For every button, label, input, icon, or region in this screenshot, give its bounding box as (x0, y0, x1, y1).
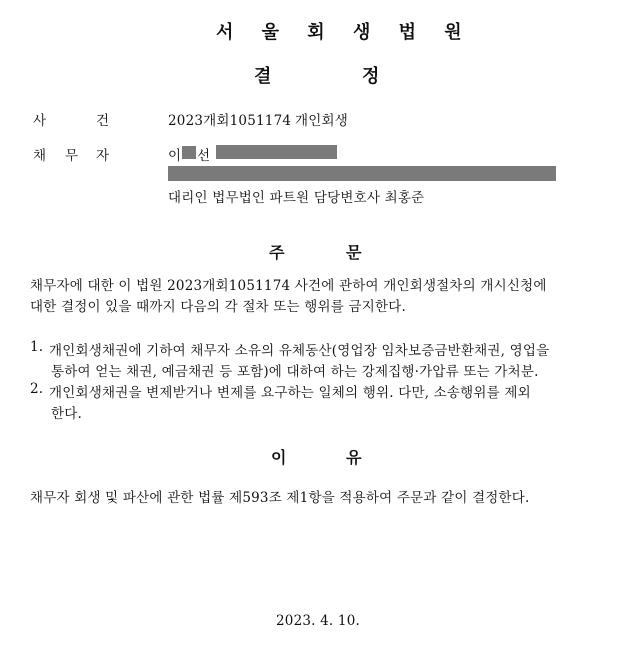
order-item-line: 개인회생채권에 기하여 채무자 소유의 유체동산(영업장 임차보증금반환채권, 영업을 (49, 343, 550, 359)
case-label-right: 건 (96, 113, 110, 129)
order-item-line: 한다. (51, 406, 82, 422)
debtor-label-3: 자 (96, 148, 110, 164)
reason-heading-left: 이 (271, 448, 287, 467)
case-name: 개인회생 (295, 113, 348, 129)
order-item-line: 개인회생채권을 변제받거나 변제를 요구하는 일체의 행위. 다만, 소송행위를 제외 (49, 385, 531, 401)
debtor-representative: 대리인 법무법인 파트원 담당변호사 최홍준 (168, 190, 425, 206)
order-heading-left: 주 (269, 243, 285, 262)
order-intro-line1: 채무자에 대한 이 법원 2023개회1051174 사건에 관하여 개인회생절차의 개시신청에 (30, 278, 547, 294)
court-name: 서 울 회 생 법 원 (216, 22, 473, 43)
case-number: 2023개회1051174 (168, 113, 292, 129)
order-item-number: 1. (30, 339, 44, 355)
debtor-name-first: 이 (168, 148, 182, 164)
redaction-block-address (168, 166, 556, 181)
order-item-number: 2. (30, 381, 44, 397)
case-label-left: 사 (33, 113, 47, 129)
debtor-name-second: 선 (197, 148, 211, 164)
debtor-label-2: 무 (65, 148, 79, 164)
order-item-line: 통하여 얻는 채권, 예금채권 등 포함)에 대하여 하는 강제집행·가압류 또는 가처분. (51, 364, 539, 380)
order-intro-line2: 대한 결정이 있을 때까지 다음의 각 절차 또는 행위를 금지한다. (30, 299, 406, 315)
doc-type-right: 정 (362, 66, 391, 87)
order-heading-right: 문 (346, 243, 362, 262)
decision-date: 2023. 4. 10. (276, 613, 360, 629)
reason-text: 채무자 회생 및 파산에 관한 법률 제593조 제1항을 적용하여 주문과 같이 결정한다. (30, 490, 530, 506)
reason-heading-right: 유 (346, 448, 362, 467)
debtor-label-1: 채 (33, 148, 47, 164)
redaction-block-name (182, 146, 196, 159)
doc-type-left: 결 (254, 66, 283, 87)
redaction-block-id (216, 145, 337, 159)
